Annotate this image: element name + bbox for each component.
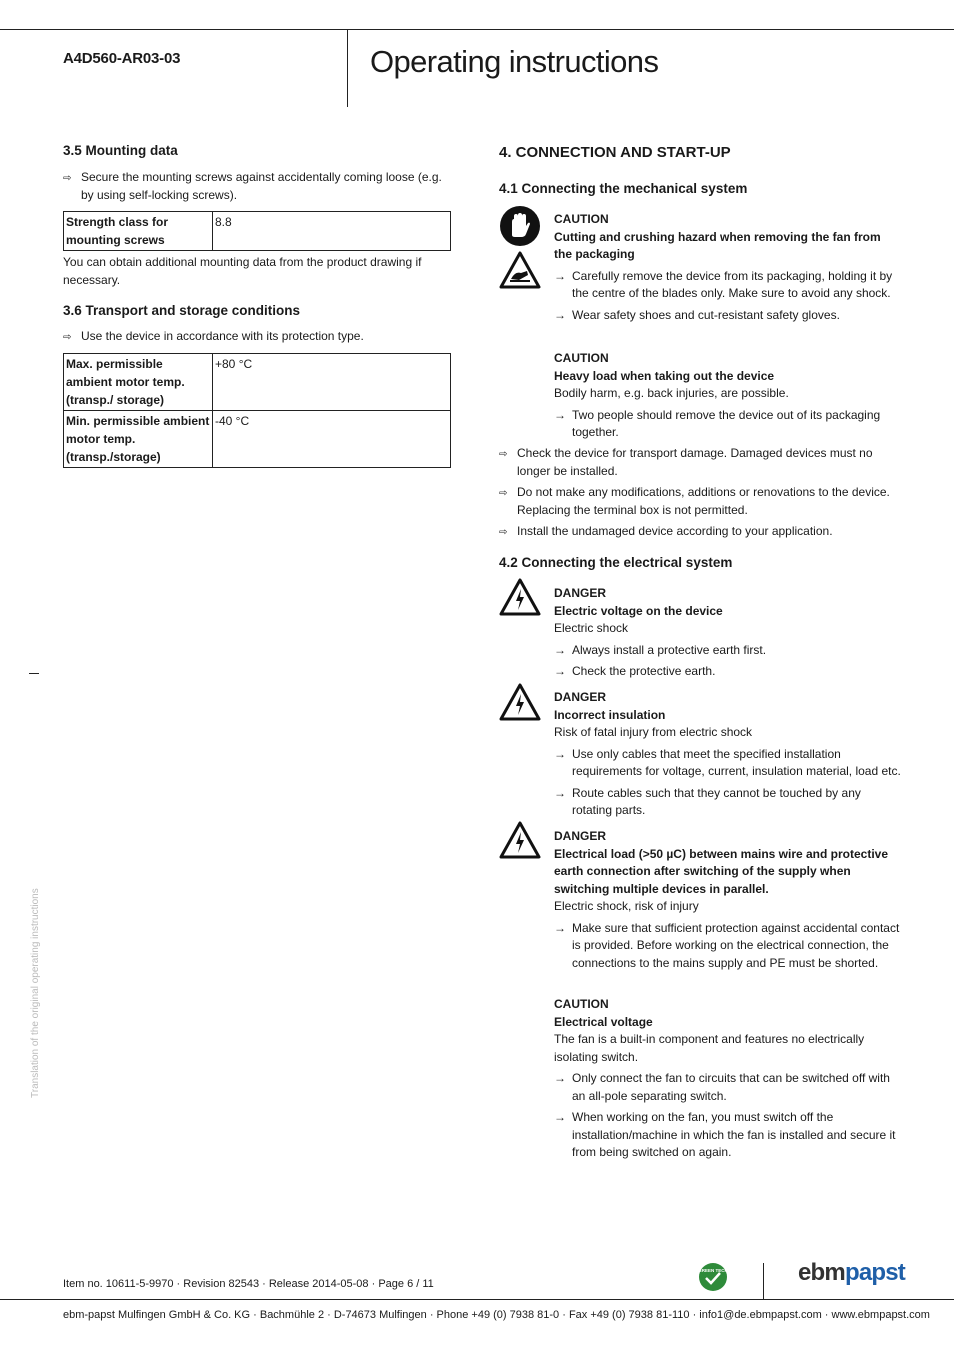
danger-title: Electric voltage on the device xyxy=(554,603,723,618)
item-info: Item no. 10611-5-9970 · Revision 82543 · Release 2014-05-08 · Page 6 / 11 xyxy=(63,1278,434,1290)
logo-divider xyxy=(763,1263,764,1299)
arrow-right-icon: → xyxy=(554,1110,566,1124)
arrow-bullet-icon: ⇨ xyxy=(63,173,72,184)
mounting-heading: 3.5 Mounting data xyxy=(63,143,178,158)
table-row xyxy=(64,411,451,468)
arrow-bullet-icon: ⇨ xyxy=(499,488,508,499)
list-item: → Use only cables that meet the specified installation requirements for voltage, current, insulation material, load etc. xyxy=(554,746,902,781)
danger-label: DANGER xyxy=(554,586,607,600)
arrow-right-icon: → xyxy=(554,407,566,422)
arrow-bullet-icon: ⇨ xyxy=(499,449,508,460)
danger-voltage xyxy=(554,585,902,681)
danger-title: Electrical load (>50 µC) between mains wire and protective earth connection after switching of the supply when switching multiple devices in parallel. xyxy=(554,846,889,896)
arrow-right-icon: → xyxy=(554,920,566,935)
table-key: Max. permissible ambient motor temp. (transp./ storage) xyxy=(64,354,213,411)
danger-text: Electric shock, risk of injury xyxy=(554,899,699,913)
green-tech-badge-icon xyxy=(698,1262,728,1292)
arrow-right-icon: → xyxy=(554,307,566,322)
list-item: ⇨ Do not make any modifications, additions or renovations to the device. Replacing the terminal box is not permitted. xyxy=(499,484,899,519)
arrow-right-icon: → xyxy=(554,642,566,657)
list-item: ⇨ Check the device for transport damage. Damaged devices must no longer be installed. xyxy=(499,445,899,480)
danger-text: Electric shock xyxy=(554,621,629,635)
mounting-table xyxy=(63,211,451,251)
list-item: → Make sure that sufficient protection against accidental contact is provided. Before working on the electrical connection, the connections to the mains supply and PE must be shorted. xyxy=(554,920,902,973)
danger-label: DANGER xyxy=(554,690,607,704)
caution-heavy xyxy=(554,350,902,442)
caution-title: Cutting and crushing hazard when removing the fan from the packaging xyxy=(554,229,881,261)
table-key: Min. permissible ambient motor temp. (transp./storage) xyxy=(64,411,213,468)
caution-text: The fan is a built-in component and features no electrically isolating switch. xyxy=(554,1032,865,1064)
table-value: -40 °C xyxy=(213,411,451,468)
arrow-right-icon: → xyxy=(554,746,566,761)
high-voltage-icon xyxy=(499,578,541,616)
table-row xyxy=(64,354,451,411)
list-item: → Carefully remove the device from its packaging, holding it by the centre of the blades only. Make sure to avoid any shock. xyxy=(554,268,902,303)
elec-heading: 4.2 Connecting the electrical system xyxy=(499,555,733,570)
mech-heading: 4.1 Connecting the mechanical system xyxy=(499,181,748,196)
caution-text: Bodily harm, e.g. back injuries, are possible. xyxy=(554,386,789,400)
table-value: 8.8 xyxy=(213,212,451,251)
crushing-hazard-icon xyxy=(499,251,541,289)
list-item: → Check the protective earth. xyxy=(554,663,902,681)
transport-table xyxy=(63,353,451,468)
table-key: Strength class for mounting screws xyxy=(64,212,213,251)
danger-insulation xyxy=(554,689,902,820)
arrow-right-icon: → xyxy=(554,1071,566,1085)
transport-bullet: ⇨ Use the device in accordance with its protection type. xyxy=(63,328,448,347)
list-item: → When working on the fan, you must switch off the installation/machine in which the fan is installed and secure it from being switched on again. xyxy=(554,1109,902,1162)
list-item: → Route cables such that they cannot be touched by any rotating parts. xyxy=(554,785,902,820)
header-top-rule xyxy=(0,29,954,30)
high-voltage-icon xyxy=(499,821,541,859)
arrow-right-icon: → xyxy=(554,664,566,678)
badge-text: GREEN TECH xyxy=(698,1268,728,1273)
caution-label: CAUTION xyxy=(554,351,609,365)
company-logo: ebmpapst xyxy=(798,1259,905,1286)
danger-title: Incorrect insulation xyxy=(554,707,666,722)
list-item: → Two people should remove the device out of its packaging together. xyxy=(554,407,902,442)
list-item: → Always install a protective earth first. xyxy=(554,642,902,660)
wear-gloves-icon xyxy=(499,205,541,247)
company-address: ebm-papst Mulfingen GmbH & Co. KG · Bachmühle 2 · D-74673 Mulfingen · Phone +49 (0) 7938 81-0 · Fax +49 (0) 7938 81-110 · info1@de.ebmpapst.com · www.ebmpapst.com xyxy=(63,1309,930,1321)
list-item: → Wear safety shoes and cut-resistant safety gloves. xyxy=(554,307,902,325)
caution-electrical-voltage xyxy=(554,996,902,1162)
caution-label: CAUTION xyxy=(554,997,609,1011)
mounting-bullet: ⇨ Secure the mounting screws against accidentally coming loose (e.g. by using self-locking screws). xyxy=(63,169,448,204)
list-item: → Only connect the fan to circuits that can be switched off with an all-pole separating switch. xyxy=(554,1070,902,1105)
danger-text: Risk of fatal injury from electric shock xyxy=(554,725,753,739)
caution-title: Heavy load when taking out the device xyxy=(554,368,775,383)
transport-heading: 3.6 Transport and storage conditions xyxy=(63,303,301,318)
side-note: Translation of the original operating instructions xyxy=(30,888,41,1098)
mounting-note: You can obtain additional mounting data from the product drawing if necessary. xyxy=(63,255,422,287)
page-title: Operating instructions xyxy=(370,44,659,79)
caution-title: Electrical voltage xyxy=(554,1014,653,1029)
caution-label: CAUTION xyxy=(554,212,609,226)
mech-bullets xyxy=(499,445,899,542)
footer-rule xyxy=(0,1299,954,1300)
high-voltage-icon xyxy=(499,683,541,721)
arrow-right-icon: → xyxy=(554,785,566,800)
list-item: ⇨ Install the undamaged device according to your application. xyxy=(499,523,899,542)
danger-electrical-load xyxy=(554,828,902,972)
section-heading: 4. CONNECTION AND START-UP xyxy=(499,144,731,161)
fold-mark xyxy=(29,673,39,674)
arrow-right-icon: → xyxy=(554,268,566,283)
danger-label: DANGER xyxy=(554,829,607,843)
caution-cutting xyxy=(554,211,902,324)
header-divider xyxy=(347,29,348,107)
model-number: A4D560-AR03-03 xyxy=(63,50,181,67)
table-row xyxy=(64,212,451,251)
arrow-bullet-icon: ⇨ xyxy=(63,332,72,343)
table-value: +80 °C xyxy=(213,354,451,411)
arrow-bullet-icon: ⇨ xyxy=(499,527,508,538)
